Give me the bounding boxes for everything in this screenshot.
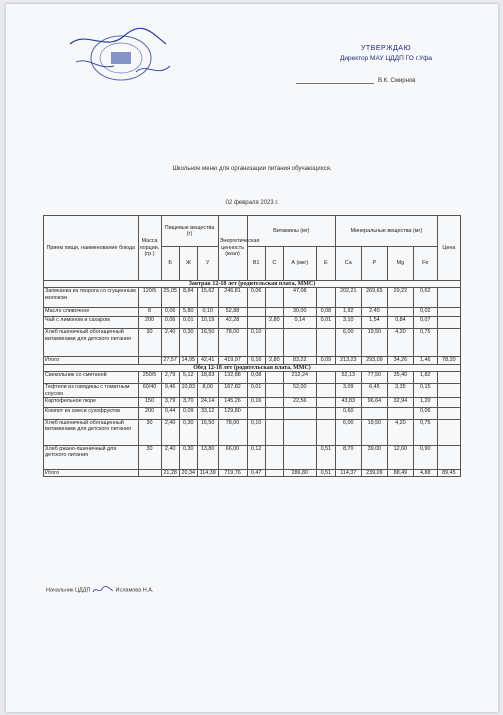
total-cell: 34,26 [388, 357, 413, 364]
menu-cell: 4,20 [388, 329, 413, 357]
header-price: Цена [437, 216, 460, 281]
menu-cell [265, 446, 283, 470]
menu-cell: 96,64 [361, 398, 388, 408]
approval-stamp-and-signature [66, 22, 176, 92]
menu-cell: 0,90 [413, 446, 437, 470]
menu-cell: 12,60 [388, 446, 413, 470]
total-cell: 286,80 [283, 470, 316, 477]
menu-cell: 0,30 [179, 446, 197, 470]
menu-cell: 212,24 [283, 372, 316, 384]
header-vitamins: Витамины (мг) [247, 216, 335, 247]
menu-cell [437, 398, 460, 408]
menu-cell [437, 288, 460, 308]
menu-cell: 66,00 [218, 446, 247, 470]
menu-cell [437, 420, 460, 446]
menu-cell: 0,10 [197, 308, 218, 317]
menu-cell [437, 329, 460, 357]
menu-cell: 0,08 [247, 372, 265, 384]
menu-cell: 132,88 [218, 372, 247, 384]
signature-line [296, 83, 374, 84]
dish-name: Хлеб пшеничный обогащенный витаминами для детского питания [44, 329, 139, 357]
section-header [44, 364, 461, 371]
menu-cell: 0,01 [247, 384, 265, 398]
menu-cell: 246,81 [218, 288, 247, 308]
dish-name: Картофельное пюре [44, 398, 139, 408]
menu-cell: 30,00 [283, 308, 316, 317]
header-b1: В1 [247, 247, 265, 281]
document-title: Школьное меню для организации питания обучающихся. [172, 166, 332, 172]
menu-cell [265, 420, 283, 446]
footer-signature [46, 585, 153, 595]
menu-row [44, 372, 461, 384]
menu-cell: 8,70 [336, 446, 361, 470]
total-cell: 88,49 [388, 470, 413, 477]
menu-cell: 13,80 [197, 446, 218, 470]
menu-row [44, 398, 461, 408]
menu-row [44, 384, 461, 398]
menu-cell: 8,84 [179, 288, 197, 308]
header-b: Б [161, 247, 179, 281]
approval-signer: В.К. Смирнов [378, 78, 416, 84]
section-title: Обед 12-18 лет (родительская плата, ММС) [44, 364, 461, 371]
menu-cell: 0,30 [179, 420, 197, 446]
dish-name: Масло сливочное [44, 308, 139, 317]
total-cell: 14,95 [179, 357, 197, 364]
document-date: 02 февраля 2023 г. [225, 200, 279, 206]
menu-cell: 3,35 [388, 384, 413, 398]
header-zh: Ж [179, 247, 197, 281]
header-ca: Са [336, 247, 361, 281]
menu-cell: 1,82 [413, 372, 437, 384]
total-cell: 0,09 [316, 357, 335, 364]
menu-cell: 6,00 [336, 420, 361, 446]
menu-cell [247, 308, 265, 317]
menu-cell: 8,00 [197, 384, 218, 398]
menu-cell [283, 408, 316, 420]
header-energy: Энергетическая ценность (ккал) [218, 216, 247, 281]
menu-cell: 1,54 [361, 317, 388, 329]
menu-cell: 129,80 [218, 408, 247, 420]
menu-cell: 2,40 [161, 420, 179, 446]
menu-cell [437, 408, 460, 420]
menu-cell [265, 384, 283, 398]
approval-block [306, 44, 466, 64]
menu-cell [361, 408, 388, 420]
menu-cell: 22,56 [283, 398, 316, 408]
total-row [44, 357, 461, 364]
total-cell: 114,37 [336, 470, 361, 477]
menu-cell: 0,08 [316, 308, 335, 317]
menu-cell: 52,13 [336, 372, 361, 384]
menu-cell: 0,75 [413, 329, 437, 357]
menu-cell: 10,83 [179, 384, 197, 398]
total-cell: 239,09 [361, 470, 388, 477]
total-cell: 89,45 [437, 470, 460, 477]
menu-cell: 200 [138, 317, 161, 329]
menu-cell [437, 372, 460, 384]
menu-table [43, 215, 461, 477]
menu-cell [265, 398, 283, 408]
total-cell: 21,28 [161, 470, 179, 477]
menu-row [44, 317, 461, 329]
menu-cell [247, 317, 265, 329]
total-cell: 78,20 [437, 357, 460, 364]
menu-cell: 19,50 [361, 420, 388, 446]
menu-cell [316, 372, 335, 384]
total-cell: 83,22 [283, 357, 316, 364]
menu-cell: 167,82 [218, 384, 247, 398]
total-cell [138, 470, 161, 477]
menu-cell [316, 288, 335, 308]
header-p: Р [361, 247, 388, 281]
approval-heading: УТВЕРЖДАЮ [360, 45, 412, 52]
menu-cell: 1,20 [413, 398, 437, 408]
total-cell [138, 357, 161, 364]
menu-cell: 78,00 [218, 329, 247, 357]
menu-table-body [44, 281, 461, 477]
total-label: Итого [44, 357, 139, 364]
menu-cell [316, 384, 335, 398]
header-a: А (мкг) [283, 247, 316, 281]
total-cell: 0,16 [247, 357, 265, 364]
menu-cell [247, 408, 265, 420]
menu-cell: 8 [138, 308, 161, 317]
menu-cell: 3,79 [161, 398, 179, 408]
dish-name: Свекольник со сметаной [44, 372, 139, 384]
total-cell: 0,47 [247, 470, 265, 477]
header-e: Е [316, 247, 335, 281]
menu-row [44, 420, 461, 446]
approval-position: Директор МАУ ЦДДП ГО г.Уфа [339, 55, 433, 62]
menu-cell: 52,00 [283, 384, 316, 398]
total-cell: 2,80 [265, 357, 283, 364]
menu-cell: 47,08 [283, 288, 316, 308]
menu-cell [265, 288, 283, 308]
total-cell: 27,57 [161, 357, 179, 364]
menu-cell: 0,06 [247, 288, 265, 308]
total-cell [265, 470, 283, 477]
menu-cell: 30 [138, 420, 161, 446]
menu-cell: 4,20 [388, 420, 413, 446]
total-row [44, 470, 461, 477]
menu-cell: 32,94 [388, 398, 413, 408]
dish-name: Хлеб ржано-пшеничный для детского питания [44, 446, 139, 470]
dish-name: Хлеб пшеничный обогащенный витаминами для детского питания [44, 420, 139, 446]
total-cell: 719,76 [218, 470, 247, 477]
header-minerals: Минеральные вещества (мг) [336, 216, 438, 247]
section-header [44, 281, 461, 288]
menu-cell [437, 317, 460, 329]
menu-cell [437, 308, 460, 317]
menu-cell [388, 308, 413, 317]
menu-cell: 200 [138, 408, 161, 420]
menu-cell: 0,12 [247, 446, 265, 470]
total-cell: 1,46 [413, 357, 437, 364]
menu-cell: 2,80 [265, 317, 283, 329]
total-cell: 0,51 [316, 470, 335, 477]
menu-cell: 0,30 [179, 329, 197, 357]
menu-cell: 43,83 [336, 398, 361, 408]
menu-cell: 30 [138, 446, 161, 470]
menu-cell [265, 372, 283, 384]
menu-cell: 6,00 [336, 329, 361, 357]
dish-name: Запеканка из творога со сгущенным молоком [44, 288, 139, 308]
footer-role: Начальник ЦДДП [46, 587, 91, 594]
header-c: С [265, 247, 283, 281]
menu-cell: 0,16 [247, 398, 265, 408]
menu-cell: 1,92 [336, 308, 361, 317]
menu-cell: 120/5 [138, 288, 161, 308]
dish-name: Компот из смеси сухофруктов [44, 408, 139, 420]
menu-cell: 78,00 [218, 420, 247, 446]
menu-cell: 15,62 [197, 288, 218, 308]
menu-cell [265, 408, 283, 420]
menu-cell: 0,15 [413, 384, 437, 398]
total-cell: 114,39 [197, 470, 218, 477]
menu-cell: 5,80 [179, 308, 197, 317]
menu-cell: 25,05 [161, 288, 179, 308]
dish-name: Тефтели из говядины с томатным соусом [44, 384, 139, 398]
total-cell: 419,97 [218, 357, 247, 364]
menu-cell: 24,14 [197, 398, 218, 408]
footer-name: Исламова Н.А. [115, 587, 154, 594]
menu-cell: 145,26 [218, 398, 247, 408]
menu-cell: 0,01 [179, 317, 197, 329]
menu-cell [283, 329, 316, 357]
menu-cell: 0,06 [161, 308, 179, 317]
header-fe: Fe [413, 247, 437, 281]
menu-cell [316, 420, 335, 446]
menu-row [44, 408, 461, 420]
menu-cell [283, 446, 316, 470]
menu-cell: 3,70 [179, 398, 197, 408]
menu-cell [316, 398, 335, 408]
menu-cell: 150 [138, 398, 161, 408]
menu-cell [316, 329, 335, 357]
menu-cell: 0,02 [413, 308, 437, 317]
menu-cell: 19,50 [361, 329, 388, 357]
menu-cell: 2,40 [161, 446, 179, 470]
menu-cell [437, 384, 460, 398]
menu-cell: 39,00 [361, 446, 388, 470]
menu-cell: 5,12 [179, 372, 197, 384]
header-u: У [197, 247, 218, 281]
menu-cell: 2,79 [161, 372, 179, 384]
menu-cell: 16,50 [197, 329, 218, 357]
menu-cell: 0,62 [413, 288, 437, 308]
total-cell: 4,88 [413, 470, 437, 477]
dish-name: Чай с лимоном и сахаром [44, 317, 139, 329]
total-label: Итого [44, 470, 139, 477]
menu-cell: 0,14 [283, 317, 316, 329]
menu-row [44, 308, 461, 317]
menu-cell: 42,28 [218, 317, 247, 329]
menu-cell: 0,01 [316, 317, 335, 329]
menu-cell: 250/5 [138, 372, 161, 384]
menu-cell: 60/40 [138, 384, 161, 398]
header-mg: Mg [388, 247, 413, 281]
header-nutrients: Пищевые вещества (г) [161, 216, 218, 247]
menu-row [44, 288, 461, 308]
menu-cell: 16,50 [197, 420, 218, 446]
menu-cell [437, 446, 460, 470]
menu-cell: 9,46 [161, 384, 179, 398]
menu-cell [316, 408, 335, 420]
menu-cell: 33,12 [197, 408, 218, 420]
menu-cell: 3,09 [336, 384, 361, 398]
handwritten-signature [92, 585, 114, 595]
menu-cell: 29,22 [388, 288, 413, 308]
menu-cell: 0,44 [161, 408, 179, 420]
menu-cell: 202,21 [336, 288, 361, 308]
menu-row [44, 329, 461, 357]
header-meal: Прием пищи, наименование блюда [44, 216, 139, 281]
document-sheet [6, 4, 498, 712]
menu-cell: 0,60 [336, 408, 361, 420]
menu-cell: 0,84 [388, 317, 413, 329]
menu-cell: 35,40 [388, 372, 413, 384]
total-cell: 42,41 [197, 357, 218, 364]
menu-cell: 6,45 [361, 384, 388, 398]
menu-cell [283, 420, 316, 446]
menu-cell: 10,19 [197, 317, 218, 329]
menu-cell [388, 408, 413, 420]
total-cell: 293,09 [361, 357, 388, 364]
menu-cell: 0,75 [413, 420, 437, 446]
section-title: Завтрак 12-18 лет (родительская плата, ММС) [44, 281, 461, 288]
total-cell: 20,34 [179, 470, 197, 477]
menu-cell: 2,40 [361, 308, 388, 317]
menu-cell: 77,50 [361, 372, 388, 384]
menu-row [44, 446, 461, 470]
menu-cell: 0,51 [316, 446, 335, 470]
menu-cell: 0,09 [179, 408, 197, 420]
menu-cell [265, 308, 283, 317]
menu-cell: 0,07 [413, 317, 437, 329]
menu-cell [265, 329, 283, 357]
menu-cell: 30 [138, 329, 161, 357]
menu-cell: 18,83 [197, 372, 218, 384]
menu-cell: 3,10 [336, 317, 361, 329]
menu-cell: 52,88 [218, 308, 247, 317]
menu-cell: 0,06 [413, 408, 437, 420]
header-mass: Масса порции, (гр.) [138, 216, 161, 281]
total-cell: 213,23 [336, 357, 361, 364]
menu-cell: 0,06 [161, 317, 179, 329]
menu-cell: 0,10 [247, 420, 265, 446]
menu-cell: 269,65 [361, 288, 388, 308]
menu-cell: 0,10 [247, 329, 265, 357]
menu-cell: 2,40 [161, 329, 179, 357]
